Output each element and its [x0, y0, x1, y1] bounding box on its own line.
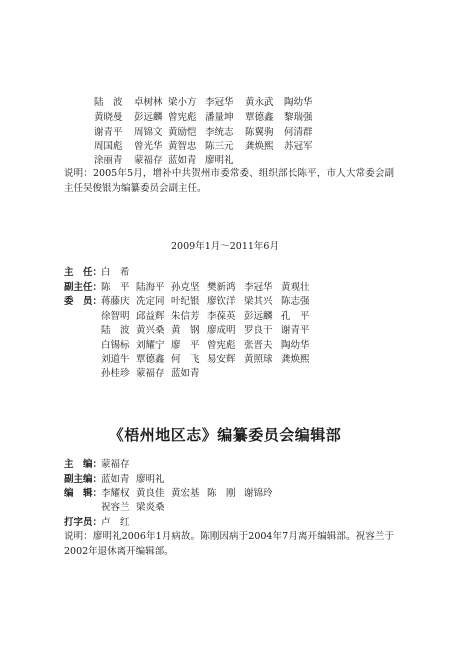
name: 黄晓曼 [94, 112, 123, 123]
name: 廖 平 [171, 340, 200, 351]
name: 黎瑞强 [284, 112, 313, 123]
name: 李耀权 [101, 488, 130, 499]
name: 叶纪银 [171, 296, 200, 307]
name: 冼定同 [136, 296, 165, 307]
name: 曾光华 [134, 141, 163, 152]
name: 黄 钢 [171, 325, 200, 336]
name: 张晋夫 [244, 340, 273, 351]
name: 陈 刚 [207, 488, 236, 499]
name: 覃德鑫 [136, 354, 165, 365]
name: 黄宏基 [171, 488, 200, 499]
name: 祝容兰 [101, 502, 130, 513]
name: 李冠华 [244, 282, 273, 293]
name: 蒋藤庆 [101, 296, 130, 307]
name: 陈三元 [205, 141, 234, 152]
role-label: 副主任： [64, 282, 103, 293]
name: 黄观壮 [281, 282, 310, 293]
role-label: 主 编： [64, 459, 103, 470]
note-paragraph: 说明：廖明礼2006年1月病故。陈刚因病于2004年7月离开编辑部。祝容兰于2002年退休离开编辑部。 [64, 531, 394, 557]
name: 潘量坤 [205, 112, 234, 123]
name: 谢锦玲 [244, 488, 273, 499]
name: 廖明礼 [136, 474, 165, 485]
name: 白锡标 [101, 340, 130, 351]
name: 何清群 [284, 127, 313, 138]
name: 樊新鸿 [207, 282, 236, 293]
name: 李冠华 [205, 97, 234, 108]
name: 曾宪彪 [168, 112, 197, 123]
name: 刘道牛 [101, 354, 130, 365]
note-paragraph: 说明：2005年5月，增补中共贺州市委常委、组织部长陈平，市人大常委会副主任吴俊银为编纂委员会副主任。 [64, 168, 394, 194]
section-title: 《梧州地区志》编纂委员会编辑部 [108, 426, 342, 444]
name: 孙克坚 [171, 282, 200, 293]
name: 邱益辉 [136, 311, 165, 322]
name: 蓝如青 [101, 474, 130, 485]
name: 龚焕熙 [245, 141, 274, 152]
name: 李葆英 [207, 311, 236, 322]
role-label: 委 员： [64, 296, 103, 307]
name: 蓝如青 [168, 155, 197, 166]
name: 曾宪彪 [207, 340, 236, 351]
name: 蓝如青 [171, 368, 200, 379]
period-heading: 2009年1月～2011年6月 [171, 241, 279, 252]
name: 苏冠军 [284, 141, 313, 152]
name: 周锦文 [134, 127, 163, 138]
name: 刘耀宁 [136, 340, 165, 351]
name: 何 飞 [171, 354, 200, 365]
name: 黄永武 [245, 97, 274, 108]
name: 谢青平 [94, 127, 123, 138]
name: 朱信芳 [171, 311, 200, 322]
role-label: 副主编： [64, 474, 103, 485]
name: 罗良干 [244, 325, 273, 336]
name: 陈翼驹 [245, 127, 274, 138]
name: 陈志强 [281, 296, 310, 307]
name: 卢 红 [101, 517, 130, 528]
name: 廖成明 [207, 325, 236, 336]
name: 孔 平 [281, 311, 310, 322]
name: 梁其兴 [244, 296, 273, 307]
name: 黄良佳 [136, 488, 165, 499]
name: 陈 平 [101, 282, 130, 293]
name: 卓树林 [134, 97, 163, 108]
name: 蒙福存 [134, 155, 163, 166]
name: 蒙福存 [101, 459, 130, 470]
name: 梁小方 [168, 97, 197, 108]
name: 李统志 [205, 127, 234, 138]
name: 廖明礼 [205, 155, 234, 166]
name: 蒙福存 [136, 368, 165, 379]
name: 陆 波 [94, 97, 123, 108]
name: 易安辉 [207, 354, 236, 365]
name: 涂丽青 [94, 155, 123, 166]
name: 陶幼华 [284, 97, 313, 108]
name: 陆海平 [136, 282, 165, 293]
role-label: 打字员： [64, 517, 103, 528]
name: 覃德鑫 [245, 112, 274, 123]
name: 陶幼华 [281, 340, 310, 351]
role-label: 编 辑： [64, 488, 103, 499]
name: 彭远麟 [134, 112, 163, 123]
name: 龚焕熙 [281, 354, 310, 365]
name: 周国彪 [94, 141, 123, 152]
name: 黄智忠 [168, 141, 197, 152]
name: 黄照球 [244, 354, 273, 365]
name: 白 希 [101, 267, 130, 278]
name: 孙桂珍 [101, 368, 130, 379]
name: 彭远麟 [244, 311, 273, 322]
name: 黄励恺 [168, 127, 197, 138]
name: 梁炎桑 [136, 502, 165, 513]
name: 廖钦洋 [207, 296, 236, 307]
name: 徐智明 [101, 311, 130, 322]
name: 黄兴桑 [136, 325, 165, 336]
name: 陆 波 [101, 325, 130, 336]
role-label: 主 任： [64, 267, 103, 278]
name: 谢青平 [281, 325, 310, 336]
